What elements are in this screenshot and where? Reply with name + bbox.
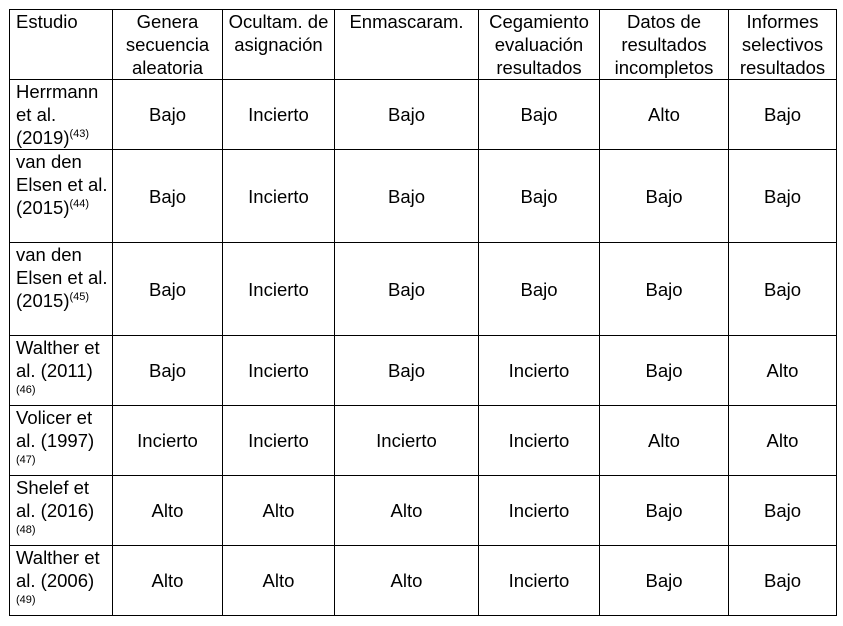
study-name: van den Elsen et al. (2015) — [16, 151, 108, 218]
risk-cell: Alto — [600, 80, 729, 150]
risk-cell: Alto — [223, 546, 335, 616]
study-cell — [10, 406, 113, 476]
study-name: Shelef et al. (2016) — [16, 477, 95, 521]
header-estudio: Estudio — [10, 10, 113, 80]
risk-cell: Alto — [729, 406, 837, 476]
study-cell — [10, 336, 113, 406]
risk-cell: Bajo — [113, 150, 223, 243]
risk-cell: Bajo — [335, 150, 479, 243]
risk-cell: Alto — [600, 406, 729, 476]
study-name: Volicer et al. (1997) — [16, 407, 95, 451]
table-row — [10, 243, 837, 336]
reference-number: (47) — [16, 454, 36, 466]
risk-cell: Bajo — [729, 546, 837, 616]
table-row — [10, 546, 837, 616]
risk-cell: Bajo — [729, 476, 837, 546]
reference-number: (46) — [16, 384, 36, 396]
study-name: van den Elsen et al. (2015) — [16, 244, 108, 311]
study-cell — [10, 243, 113, 336]
table-row — [10, 336, 837, 406]
header-enmascaramiento: Enmascaram. — [335, 10, 479, 80]
risk-cell: Bajo — [479, 243, 600, 336]
reference-number: (44) — [69, 198, 90, 210]
risk-cell: Bajo — [729, 150, 837, 243]
header-informes-selectivos: Informes selectivos resultados — [729, 10, 837, 80]
risk-cell: Incierto — [479, 476, 600, 546]
risk-cell: Incierto — [479, 336, 600, 406]
header-datos-incompletos: Datos de resultados incompletos — [600, 10, 729, 80]
risk-cell: Incierto — [223, 336, 335, 406]
risk-cell: Incierto — [479, 546, 600, 616]
reference-number: (49) — [16, 594, 36, 606]
reference-number: (45) — [69, 291, 90, 303]
table-row — [10, 476, 837, 546]
header-genera-secuencia: Genera secuencia aleatoria — [113, 10, 223, 80]
risk-cell: Bajo — [600, 476, 729, 546]
risk-cell: Bajo — [335, 80, 479, 150]
study-name: Walther et al. (2006) — [16, 547, 100, 591]
header-row — [10, 10, 837, 80]
risk-cell: Bajo — [479, 80, 600, 150]
risk-cell: Incierto — [223, 150, 335, 243]
study-cell — [10, 476, 113, 546]
risk-cell: Alto — [335, 476, 479, 546]
risk-cell: Bajo — [335, 336, 479, 406]
risk-cell: Alto — [113, 476, 223, 546]
risk-cell: Incierto — [223, 80, 335, 150]
reference-number: (43) — [69, 128, 90, 140]
risk-cell: Bajo — [600, 336, 729, 406]
risk-cell: Bajo — [600, 546, 729, 616]
risk-cell: Bajo — [729, 243, 837, 336]
study-cell — [10, 80, 113, 150]
reference-number: (48) — [16, 524, 36, 536]
header-cegamiento: Cegamiento evaluación resultados — [479, 10, 600, 80]
risk-cell: Incierto — [113, 406, 223, 476]
table-row — [10, 80, 837, 150]
header-ocultamiento: Ocultam. de asignación — [223, 10, 335, 80]
risk-cell: Alto — [729, 336, 837, 406]
risk-cell: Alto — [223, 476, 335, 546]
risk-cell: Bajo — [113, 336, 223, 406]
study-cell — [10, 150, 113, 243]
risk-cell: Alto — [335, 546, 479, 616]
risk-cell: Bajo — [729, 80, 837, 150]
risk-cell: Bajo — [479, 150, 600, 243]
risk-cell: Bajo — [335, 243, 479, 336]
risk-cell: Incierto — [223, 406, 335, 476]
risk-cell: Bajo — [113, 243, 223, 336]
risk-cell: Incierto — [335, 406, 479, 476]
risk-of-bias-table-container — [9, 9, 837, 616]
study-name: Herrmann et al. (2019) — [16, 81, 99, 148]
study-name: Walther et al. (2011) — [16, 337, 100, 381]
table-row — [10, 406, 837, 476]
risk-cell: Alto — [113, 546, 223, 616]
risk-of-bias-table — [9, 9, 837, 616]
study-cell — [10, 546, 113, 616]
risk-cell: Bajo — [600, 150, 729, 243]
table-row — [10, 150, 837, 243]
risk-cell: Bajo — [600, 243, 729, 336]
risk-cell: Incierto — [479, 406, 600, 476]
risk-cell: Bajo — [113, 80, 223, 150]
risk-cell: Incierto — [223, 243, 335, 336]
